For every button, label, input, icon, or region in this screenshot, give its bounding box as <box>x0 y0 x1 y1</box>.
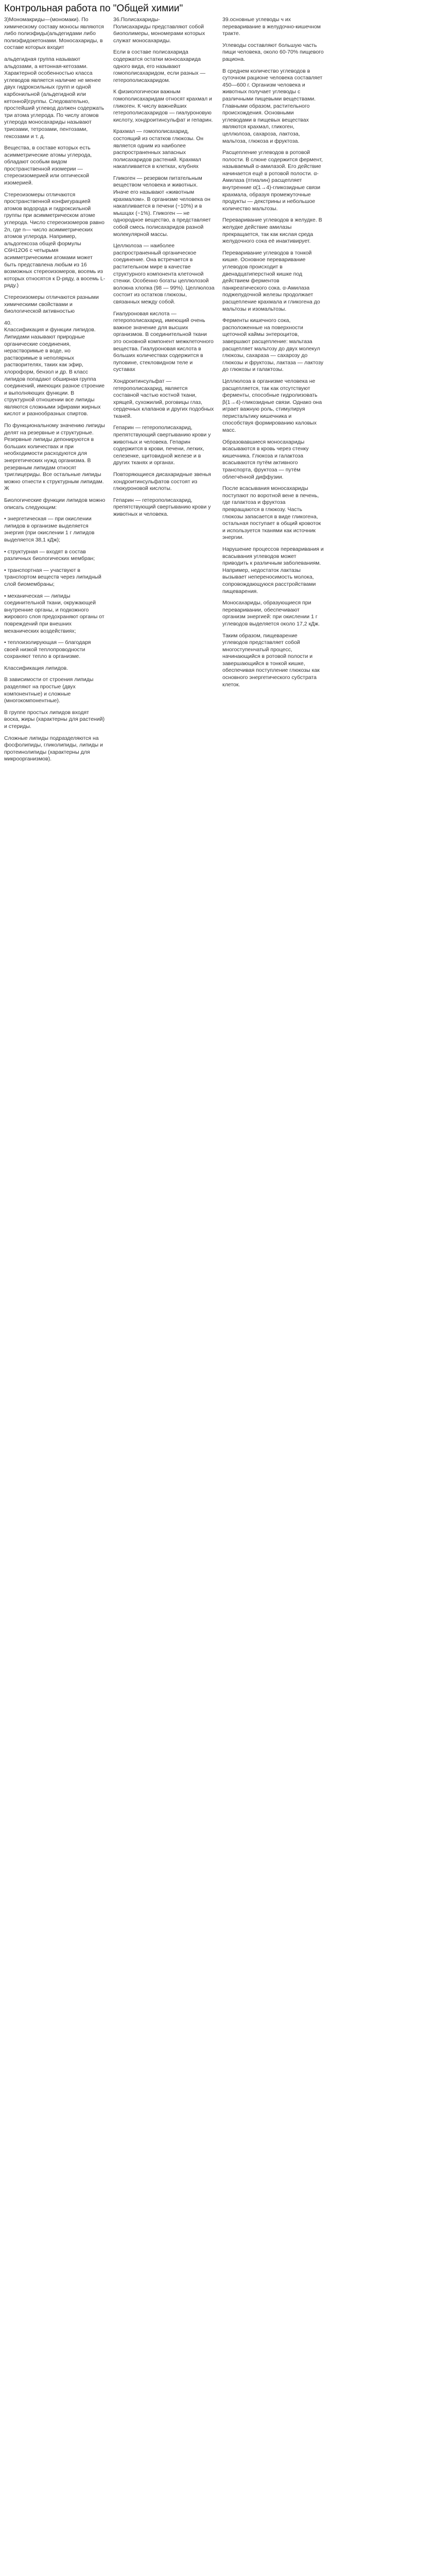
paragraph: Стереоизомеры отличаются пространственной конфигурацией атомов водорода и гидроксильной группы при асимметрическом атоме углерода. Число стереоизомеров равно 2n, где n— число асимметрических атомов углерода. Например, альдогексоза общей формулы C6H12O6 с четырьмя асимметрическими атомами может быть представлена любым из 16 возможных стереоизомеров, восемь из которых относятся к D-ряду, а восемь L-ряду.) <box>4 191 106 289</box>
paragraph: Расщепление углеводов в ротовой полости. В слюне содержится фермент, называемый α-амилазой. Его действие начинается ещё в ротовой полости. α-Амилаза (птиалин) расщепляет внутренние α(1→4)-гликозидные связи крахмала, образуя промежуточные продукты — декстрины и небольшое количество мальтозы. <box>222 149 324 212</box>
paragraph: Сложные липиды подразделяются на фосфолипиды, гликолипиды, липиды и протеинолипиды (характерны для микроорганизмов). <box>4 735 104 762</box>
paragraph: К физиологически важным гомополисахаридам относят крахмал и гликоген. К числу важнейших гетерополисахаридов — гиалуроновую кислоту, хондроитинсульфат и гепарин. <box>113 89 214 123</box>
paragraph: Повторяющиеся дисахаридные звенья хондроитинсульфатов состоят из глюкуроновой кислоты. <box>113 471 213 492</box>
paragraph: Нарушение процессов переваривания и всасывания углеводов может приводить к различным заболеваниям. Например, недостаток лактазы вызывает непереносимость молока, сопровождающуюся расстройствами пищеварения. <box>222 546 325 595</box>
paragraph: 36.Полисахариды- Полисахариды представляют собой биополимеры, мономерами которых служат моносахариды. <box>113 16 205 44</box>
paragraph: • теплоизолирующая — благодаря своей низкой теплопроводности сохраняют тепло в организме. <box>4 639 93 660</box>
paragraph: Углеводы составляют большую часть пищи человека, около 60-70% пищевого рациона. <box>222 42 325 62</box>
paragraph: Биологические функции липидов можно описать следующим: <box>4 497 107 511</box>
paragraph: Хондроитинсульфат — гетерополисахарид, является составной частью костной ткани, хрящей, сухожилий, роговицы глаз, сердечных клапанов и других подобных тканей. <box>113 378 216 419</box>
column-middle <box>113 16 215 768</box>
paragraph: Если в составе полисахарида содержатся остатки моносахарида одного вида, его называют гомополисахаридом, если разных — гетерополисахаридом. <box>113 49 207 83</box>
paragraph: Стереоизомеры отличаются разными химическими свойствами и биологической активностью <box>4 294 100 315</box>
column-right <box>222 16 324 768</box>
paragraph: Гепарин — гетерополисахарид, препятствующий свертыванию крови у животных и человека. Гепарин содержится в крови, печени, легких, селезенке, щитовидной железе и в других тканях и органах. <box>113 425 213 466</box>
paragraph: 40. Классификация и функции липидов. Липидами называют природные органические соединения, нерастворимые в воде, но растворимые в неполярных растворителях, таких как эфир, хлороформ, бензол и др. В класс липидов попадают обширная группа соединений, имеющих разное строение и выполняющих функции. В структурной отношении все липиды являются сложными эфирами жирных кислот и разнообразных спиртов. <box>4 319 105 417</box>
paragraph: Гепарин — гетерополисахарид, препятствующий свертыванию крови у животных и человека. <box>113 497 213 517</box>
paragraph: • транспортная — участвуют в транспортом веществ через липидный слой биомембраны; <box>4 567 103 587</box>
paragraph: Моносахариды, образующиеся при переваривании, обеспечивают организм энергией: при окислении 1 г углеводов выделяется около 17,2 кДж. <box>222 600 320 627</box>
content-columns <box>4 16 431 768</box>
paragraph: Классификация липидов. <box>4 665 68 671</box>
paragraph: Целлюлоза в организме человека не расщепляется, так как отсутствуют ферменты, способные гидролизовать β(1→4)-гликозидные связи. Однако она играет важную роль, стимулируя перистальтику кишечника и способствуя формированию каловых масс. <box>222 378 324 434</box>
paragraph: Переваривание углеводов в желудке. В желудке действие амилазы прекращается, так как кислая среда желудочного сока её инактивирует. <box>222 217 324 245</box>
column-left <box>4 16 106 768</box>
paragraph: Крахмал — гомополисахарид, состоящий из остатков глюкозы. Он является одним из наиболее распространенных запасных полисахаридов растений. Крахмал накапливается в клетках, клубнях <box>113 128 205 170</box>
paragraph: Целлюлоза — наиболее распространенный органическое соединение. Она встречается в растительном мире в качестве структурного компонента клеточной стенки. Особенно богаты целлюлозой волокна хлопка (98 — 99%). Целлюлоза состоит из остатков глюкозы, связанных между собой. <box>113 243 216 305</box>
paragraph: Образовавшиеся моносахариды всасываются в кровь через стенку кишечника. Глюкоза и галактоза всасываются путём активного транспорта, фруктоза — путём облегчённой диффузии. <box>222 438 310 480</box>
paragraph: В среднем количество углеводов в суточном рационе человека составляет 450—600 г. Организм человека и животных получает углеводы с различными пищевыми веществами. Главными образом, растительного происхождения. Основными углеводами в пищевых веществах являются крахмал, гликоген, целлюлоза, сахароза, лактоза, мальтоза, глюкоза и фруктоза. <box>222 67 324 144</box>
paragraph: После всасывания моносахариды поступают по воротной вене в печень, где галактоза и фруктоза превращаются в глюкозу. Часть глюкозы запасается в виде гликогена, остальная поступает в общий кровоток и используется тканями как источник энергии. <box>222 485 323 541</box>
page-title: Контрольная работа по "Общей химии" <box>4 3 183 14</box>
paragraph: • структурная — входят в состав различных биологических мембран; <box>4 548 95 562</box>
paragraph: Переваривание углеводов в тонкой кишке. Основное переваривание углеводов происходит в двенадцатиперстной кишке под действием ферментов панкреатического сока. α-Амилаза поджелудочной железы продолжает расщепление крахмала и гликогена до мальтозы и изомальтозы. <box>222 249 322 312</box>
paragraph: По функциональному значению липиды делят на резервные и структурные. Резервные липиды депонируются в больших количествах и при необходимости расходуются для энергетических нужд организма. В резервным липидам относят триглицериды. Все остальные липиды можно отнести к структурным липидам. Ж <box>4 422 107 492</box>
paragraph: • энергетическая — при окислении липидов в организме выделяется энергия (при окислении 1 г липидов выделяется 38,1 кДж); <box>4 516 96 543</box>
paragraph: 39.основные углеводы ч их переваривание в желудочно-кишечном тракте. <box>222 16 322 37</box>
paragraph: В зависимости от строения липиды разделяют на простые (двух компонентные) и сложные (многокомпонентные). <box>4 676 95 704</box>
paragraph: Вещества, в составе которых есть асимметрические атомы углерода, обладают особым видом пространственной изомерии — стереоизомерией или оптической изомерией. <box>4 145 94 187</box>
paragraph: Ферменты кишечного сока, расположенные на поверхности щеточной каймы энтероцитов, завершают расщепление: мальтаза расщепляет мальтозу до двух молекул глюкозы, сахараза — сахарозу до глюкозы и фруктозы, лактаза — лактозу до глюкозы и галактозы. <box>222 317 325 373</box>
paragraph: 3)Мономакриды—(мономаки). По химическому составу моносы являются либо полиэфиды(альдегидами либо полиэфидокетонами. Моносахариды, в составе которых входит <box>4 16 106 51</box>
paragraph: Гликоген — резервом питательным веществом человека и животных. Иначе его называют «животным крахмалом». В организме человека он накапливается в печени (~10%) и в мышцах (~1%). Гликоген — не однородное вещество, а представляет собой смесь полисахаридов разной молекулярной массы. <box>113 175 213 238</box>
paragraph: • механическая — липиды соединительной ткани, окружающей внутренние органы, и подкожного жирового слоя предохраняют органы от повреждений при внешних механических воздействиях; <box>4 592 106 634</box>
paragraph: Таким образом, пищеварение углеводов представляет собой многоступенчатый процесс, начинающийся в ротовой полости и завершающийся в тонкой кишке, обеспечивая поступление глюкозы как основного энергетического субстрата клеток. <box>222 632 321 688</box>
paragraph: Гиалуроновая кислота — гетерополисахарид, имеющий очень важное значение для высших организмов. В соединительной ткани это основной компонент межклеточного вещества. Гиалуроновая кислота в больших количествах содержится в пуповине, стекловидном теле и суставах <box>113 310 215 373</box>
paragraph: В группе простых липидов входят воска, жиры (характерны для растений) и стериды. <box>4 709 106 730</box>
paragraph: альдегидная группа называют альдозами, а кетонная-кетозами. Характерной особенностью класса углеводов является наличие не менее двух гидроксильных групп и одной карбонильной (альдегидной или кетонной)группы. Следовательно, простейший углевод должен содержать три атома углерода. По числу атомов углерода моносахариды называют триозами, тетрозами, пентозами, гексозами и т. д. <box>4 56 106 140</box>
